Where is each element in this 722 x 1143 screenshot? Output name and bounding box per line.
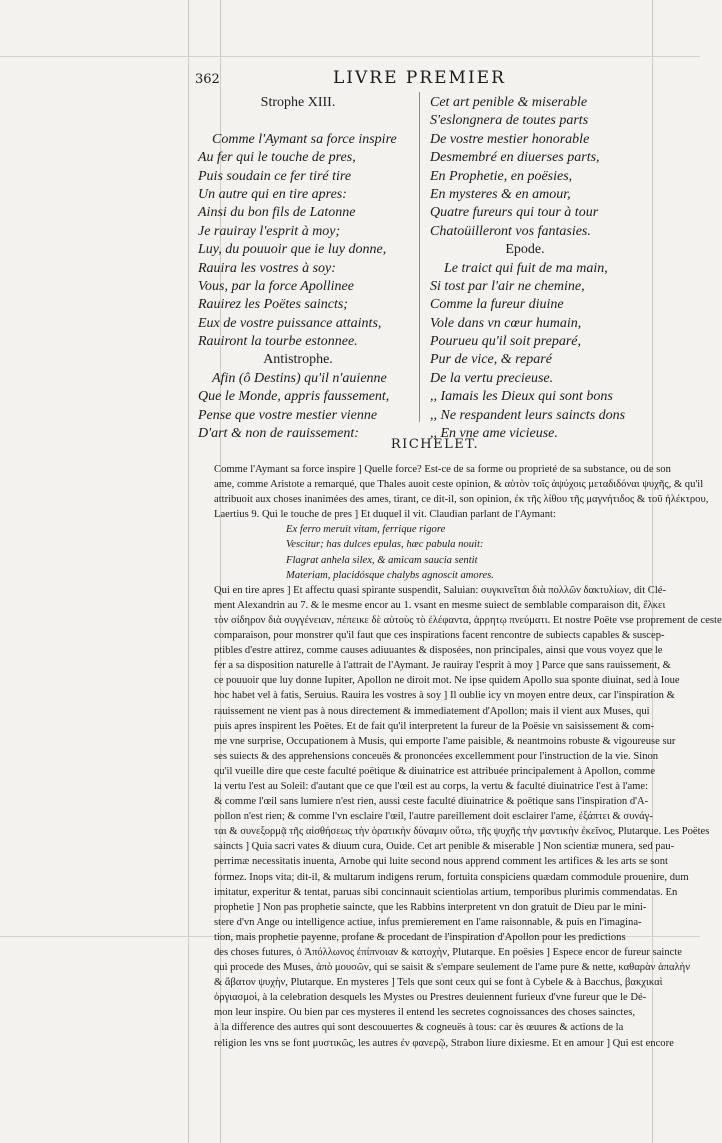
commentary-line: des choses futures, ὁ Ἀπόλλωνος ἐπίπνοιαν & κατοχὴν, Plutarque. En poësies ] Espece encor de fureur saincte — [214, 947, 683, 958]
commentary-line: Ex ferro meruit vitam, ferrique rigore — [286, 524, 446, 536]
verse-line: En Prophetie, en poësies, — [430, 168, 573, 184]
commentary-line: ses suiects & des apprehensions conceuës & prononcées excellemment pour l'instruction de la vie. Sinon — [214, 750, 659, 762]
commentary-line: imitatur, experitur & tentat, paruas sibi concinnauit scientiolas artium, temporibus plurimis commendatas. En — [214, 886, 678, 898]
verse-line: D'art & non de rauissement: — [198, 426, 359, 442]
verse-line: Que le Monde, appris faussement, — [198, 389, 390, 405]
commentary-line: qu'il vueille dire que ceste faculté poëtique & diuinatrice est attribuée principalement à Apollon, comme — [214, 765, 656, 777]
verse-line: Comme l'Aymant sa force inspire — [212, 131, 397, 147]
commentary-line: attribuoit aux choses inanimées des ames, tirant, ce dit-il, son opinion, ἐκ τῆς λίθου τῆς μαγνήτιδος & τοῦ ἠλέκτρου, — [214, 494, 709, 506]
commentary-line: pollon n'est rien; & comme l'vn esclaire l'œil, l'autre pareillement doit esclairer l'ame, ἐξάπτει & συνάγ- — [214, 811, 653, 823]
verse-line: ,, Ne respandent leurs saincts dons — [430, 407, 626, 423]
commentary-line: Qui en tire apres ] Et affectu quasi spirante suspendit, Saluian: συγκινεῖται διὰ πολλῶν δακτυλίων, dit Clé- — [214, 584, 667, 596]
commentary-line: τὸν σίδηρον διὰ συγγένειαν, πέπεικε δὲ αὐτοὺς τὸ ἐλέφαντα, ἀρρητῳ πνεύματι. Et nostre Poëte vse proprement de ceste — [214, 614, 722, 626]
verse-line: Pense que vostre mestier vienne — [198, 407, 378, 423]
verse-line: Eux de vostre puissance attaints, — [198, 315, 382, 331]
verse-line: Vous, par la force Apollinee — [198, 278, 354, 294]
verse-line: Quatre fureurs qui tour à tour — [430, 205, 599, 221]
commentary-line: ment Alexandrin au 7. & le mesme encor au 1. vsant en mesme suiect de semblable comparaison dit, ἕλκει — [214, 599, 666, 611]
commentary-line: Comme l'Aymant sa force inspire ] Quelle force? Est-ce de sa forme ou proprieté de sa substance, ou de son — [214, 464, 671, 475]
commentary-line: mon leur inspire. Ou bien par ces mysteres il entend les secretes cognoissances des choses sainctes, — [214, 1007, 635, 1019]
commentary-line: prophetie ] Non pas prophetie saincte, que les Rabbins interpretent vn don gratuit de Dieu par le mini- — [214, 901, 647, 913]
commentary-line: religion les vns se font μυστικῶς, les autres ἐν φανερῷ, Strabon liure dixiesme. Et en amour ] Qui est encore — [214, 1037, 674, 1049]
verse-line: De la vertu precieuse. — [430, 370, 554, 386]
verse-line: Chatoüilleront vos fantasies. — [430, 223, 591, 239]
verse-line: Rauiront la tourbe estonnee. — [198, 334, 358, 350]
commentary-line: comparaison, pour monstrer qu'il faut que ces inspirations facent rencontre de subiects capables & suscep- — [214, 630, 665, 642]
commentary-line: me vne surprise, Occupationem à Musis, qui emporte l'ame paisible, & neantmoins robuste & vigoureuse sur — [214, 735, 676, 747]
verse-line: S'eslongnera de toutes parts — [430, 113, 589, 129]
verse-line: En mysteres & en amour, — [430, 186, 571, 202]
page-header — [195, 68, 665, 90]
verse-line: ,, En vne ame vicieuse. — [430, 426, 558, 442]
verse-line: Cet art penible & miserable — [430, 95, 588, 110]
column-divider — [419, 92, 420, 422]
verse-line — [198, 112, 398, 130]
running-title: LIVRE PREMIER — [333, 68, 506, 88]
commentary-body — [214, 462, 722, 1051]
verse-line: Ainsi du bon fils de Latonne — [198, 205, 356, 221]
section-heading: Epode. — [505, 242, 545, 258]
page-number: 362 — [195, 72, 220, 87]
verse-line: Pur de vice, & reparé — [430, 352, 552, 368]
commentary-line: Vescitur; has dulces epulas, hæc pabula nouit: — [286, 539, 484, 551]
verse-line: Un autre qui en tire apres: — [198, 186, 347, 202]
commentary-line: Materiam, placidósque chalybs agnoscit amores. — [286, 569, 494, 581]
scan-rule-top — [0, 56, 700, 57]
commentary-line: formez. Inops vita; dit-il, & multarum indigens rerum, fortuita conspiciens quædam commodule prouenire, dum — [214, 871, 689, 883]
commentary-line: saincts ] Quia sacri vates & diuum cura, Ouide. Cet art penible & miserable ] Non scientiæ munera, sed pau- — [214, 841, 675, 853]
commentary-line: hoc habet vel à fatis, Seruius. Rauira les vostres à soy ] Il oublie icy vn moyen entre deux, car l'inspiration & — [214, 690, 675, 702]
section-heading: Strophe XIII. — [260, 95, 336, 110]
commentary-line: rauissement ne vient pas à nous directement & immediatement d'Apollon; mais il vient aux Muses, qui — [214, 705, 650, 717]
commentary-line: Flagrat anhela silex, & amicam saucia sentit — [286, 554, 478, 566]
commentary-line: qui procede des Muses, ἀπὸ μουσῶν, qui se saisit & s'empare seulement de l'ame pure & nette, καθαρὰν ἁπαλὴν — [214, 962, 690, 974]
commentary-line: ce pouuoir que luy donne Iupiter, Apollon ne diroit mot. Ne ipse quidem Apollo sua sponte diuinat, sed à Ioue — [214, 675, 680, 687]
commentary-line: perrimæ necessitatis inuenta, Arnobe qui luite second nous apprend comment les artifices & les arts se sont — [214, 856, 668, 868]
commentary-line: Laertius 9. Qui le touche de pres ] Et duquel il vit. Claudian parlant de l'Aymant: — [214, 509, 556, 521]
commentary-line: & ἄβατον ψυχὴν, Plutarque. En mysteres ] Tels que sont ceux qui se font à Cybele & à Bacchus, βακχικαὶ — [214, 977, 663, 989]
verse-line: Au fer qui le touche de pres, — [198, 150, 356, 166]
verse-line: Comme la fureur diuine — [430, 297, 564, 313]
scan-rule-left — [188, 0, 189, 1143]
verse-line: Pourueu qu'il soit preparé, — [430, 334, 582, 350]
commentary-line: fer a sa disposition naturelle à l'attrait de l'Aymant. Je rauiray l'esprit à moy ] Parce que sans rauissement, & — [214, 660, 671, 672]
verse-line: Puis soudain ce fer tiré tire — [198, 168, 352, 184]
verse-line: Rauirez les Poëtes saincts; — [198, 297, 348, 313]
verse-line: Si tost par l'air ne chemine, — [430, 278, 585, 294]
verse-line: Luy, du pouuoir que ie luy donne, — [198, 242, 387, 258]
page-header-area — [195, 68, 665, 90]
commentary-line: la vertu l'est au Soleil: d'autant que ce que l'œil est au corps, la vertu & faculté diuinatrice l'est à l'ame: — [214, 780, 649, 792]
commentary-line: puis apres inspirent les Poëtes. Et de fait qu'il interpretent la fureur de la Poësie vn saisissement & com- — [214, 720, 654, 732]
commentary-line: à la difference des autres qui sont descouuertes & cogneuës à tous: car ès œuures & actions de la — [214, 1022, 624, 1034]
commentary-line: & comme l'œil sans lumiere n'est rien, aussi ceste faculté diuinatrice & poëtique sans l'inspiration d'A- — [214, 796, 649, 808]
commentary-line: tion, mais prophetie payenne, profane & procedant de l'inspiration d'Apollon pour les predictions — [214, 931, 626, 943]
section-heading: Antistrophe. — [263, 352, 333, 368]
verse-line: Vole dans vn cœur humain, — [430, 315, 582, 331]
poem-left-column — [198, 94, 398, 443]
verse-line: Le traict qui fuit de ma main, — [444, 260, 608, 276]
commentary-line: ptibles d'estre attirez, comme causes adiuuantes & disposées, non principales, ainsi que vous voyez que le — [214, 645, 663, 657]
verse-line: De vostre mestier honorable — [430, 131, 590, 147]
commentary-line: stere d'vn Ange ou intelligence actiue, infus premierement en l'ame raisonnable, & puis en l'imagina- — [214, 916, 642, 928]
verse-line: Rauira les vostres à soy: — [198, 260, 336, 276]
commentary-line: ame, comme Aristote a remarqué, que Thales auoit ceste opinion, & αὐτὸν τοῖς ἀψύχοις μεταδιδόναι ψυχῆς, & qu'il — [214, 479, 704, 491]
poem-right-column — [430, 94, 625, 443]
verse-line: Desmembré en diuerses parts, — [430, 150, 600, 166]
verse-line: ,, Iamais les Dieux qui sont bons — [430, 389, 613, 405]
commentary-line: ὀργιασμοὶ, à la celebration desquels les Mystes ou Prestres deuiennent furieux d'vne fureur que le Dé- — [214, 992, 647, 1004]
commentary-line: ται & συνεξορμᾷ τῆς αἰσθήσεως τὴν ὁρατικὴν δύναμιν οὕτω, τῆς ψυχῆς τὴν μαντικὴν ἐκεῖνος, Plutarque. Les Poëtes — [214, 826, 710, 838]
commentary-title: RICHELET. — [390, 437, 480, 452]
verse-line: Je rauiray l'esprit à moy; — [198, 223, 341, 239]
verse-line: Afin (ô Destins) qu'il n'auienne — [212, 370, 387, 386]
